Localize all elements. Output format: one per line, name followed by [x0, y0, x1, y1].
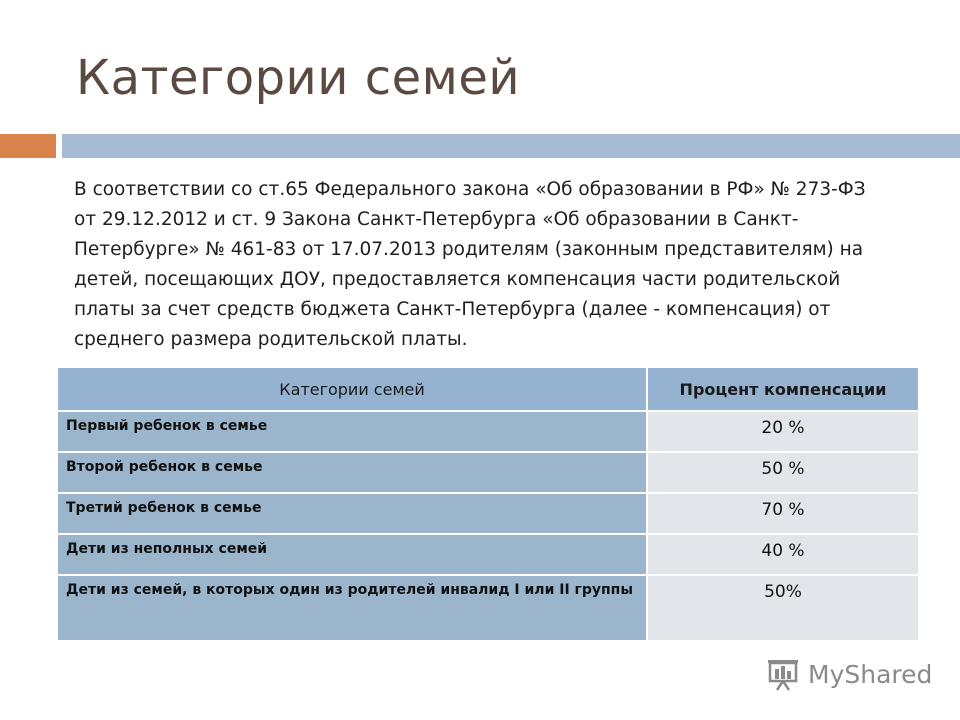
- category-cell: Третий ребенок в семье: [57, 493, 647, 534]
- intro-line: Петербурге» № 461-83 от 17.07.2013 родителям (законным представителям) на: [74, 239, 864, 260]
- intro-line: от 29.12.2012 и ст. 9 Закона Санкт-Петербурга «Об образовании в Санкт-: [74, 209, 799, 230]
- intro-line: В соответствии со ст.65 Федерального закона «Об образовании в РФ» № 273-ФЗ: [74, 179, 866, 200]
- intro-line: платы за счет средств бюджета Санкт-Петербурга (далее - компенсация) от: [74, 299, 831, 320]
- intro-line: среднего размера родительской платы.: [74, 329, 468, 350]
- accent-bar-blue: [62, 134, 960, 158]
- table-header-row: [57, 367, 919, 411]
- percent-cell: 50 %: [647, 452, 919, 493]
- table-row: [57, 452, 919, 493]
- table-row: [57, 575, 919, 641]
- category-cell: Дети из семей, в которых один из родителей инвалид I или II группы: [57, 575, 647, 641]
- header-percent: Процент компенсации: [647, 367, 919, 411]
- slide-title: Категории семей: [76, 50, 521, 106]
- header-category: Категории семей: [57, 367, 647, 411]
- compensation-table: [56, 366, 920, 642]
- table-row: [57, 493, 919, 534]
- percent-cell: 20 %: [647, 411, 919, 452]
- percent-cell: 50%: [647, 575, 919, 641]
- intro-line: детей, посещающих ДОУ, предоставляется компенсация части родительской: [74, 269, 841, 290]
- category-cell: Дети из неполных семей: [57, 534, 647, 575]
- category-cell: Первый ребенок в семье: [57, 411, 647, 452]
- table-row: [57, 411, 919, 452]
- percent-cell: 40 %: [647, 534, 919, 575]
- myshared-watermark: [766, 654, 932, 694]
- category-cell: Второй ребенок в семье: [57, 452, 647, 493]
- percent-cell: 70 %: [647, 493, 919, 534]
- intro-paragraph: [74, 175, 904, 355]
- projector-screen-icon: [766, 657, 802, 691]
- table-row: [57, 534, 919, 575]
- accent-bar-orange: [0, 134, 56, 158]
- watermark-text: MyShared: [808, 659, 933, 689]
